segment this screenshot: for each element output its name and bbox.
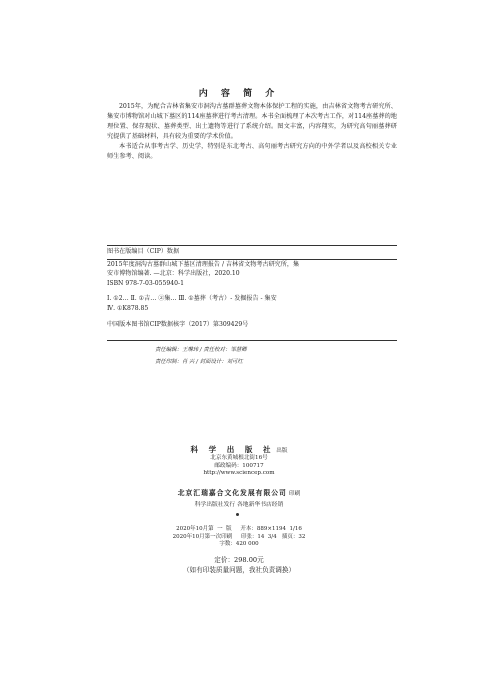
cip-block: [107, 245, 397, 329]
specs-line: 2020年10月第 一 版 开本：889×1194 1/16: [176, 526, 302, 532]
separator-dot: [236, 513, 239, 516]
price: 定价：298.00元: [214, 556, 264, 564]
staff-line: 责任印制：肖 兴 / 封面设计：刘可红: [155, 359, 243, 365]
cip-top-rule: [107, 245, 397, 246]
specs-block: [0, 526, 478, 549]
cip-line: ISBN 978-7-03-055940-1: [107, 279, 184, 287]
cip-line: 中国版本图书馆CIP数据核字（2017）第309429号: [107, 320, 249, 328]
printer-suffix: 印刷: [288, 491, 301, 497]
cip-bottom-rule: [107, 340, 397, 341]
abstract-paragraph: 本书适合从事考古学、历史学，特别是东北考古、高句丽考古研究方向的中外学者以及高校相关专业师生参考、阅读。: [107, 143, 397, 161]
cip-line: Ⅳ. ①K878.85: [107, 304, 149, 312]
publisher-website: http://www.sciencep.com: [203, 470, 275, 477]
cip-line: 2015年度洞沟古墓群山城下墓区清理报告 / 吉林省文物考古研究所，集: [107, 260, 300, 268]
publisher-postcode: 邮政编码：100717: [214, 462, 264, 469]
printer-block: [0, 488, 478, 511]
staff-line: 责任编辑：王琳玮 / 责任校对：邹慧卿: [155, 347, 247, 353]
price-block: [0, 556, 478, 575]
printer-name: 北京汇瑞嘉合文化发展有限公司: [177, 489, 287, 497]
cip-line: Ⅰ. ①2… Ⅱ. ①吉… ②集… Ⅲ. ①墓葬（考古）- 发掘报告 - 集安: [107, 295, 277, 303]
quality-notice: （如有印装质量问题，我社负责调换）: [182, 565, 296, 574]
cip-line: 安市博物馆编著. —北京：科学出版社，2020.10: [107, 270, 240, 278]
abstract: [107, 102, 397, 163]
specs-line: 字数：420 000: [219, 541, 259, 548]
publisher-suffix: 出版: [276, 448, 288, 454]
cip-header: 图书在版编目（CIP）数据: [107, 248, 180, 255]
distribution-line: 科学出版社发行 各地新华书店经销: [194, 502, 284, 508]
page-title: 内 容 简 介: [198, 89, 280, 99]
abstract-paragraph: 2015年，为配合吉林省集安市洞沟古墓群墓葬文物本体保护工程的实施，由吉林省文物考古研究所、集安市博物馆对山城下墓区的114座墓葬进行考古清理。本书全面梳理了本次考古工作，对114座墓葬的地理位置、保存现状、墓葬类型、出土遗物等进行了系统介绍。图文丰富，内容翔实，为研究高句丽墓葬研究提供了基础材料，具有较为重要的学术价值。: [107, 103, 397, 141]
publisher-name: 科 学 出 版 社: [190, 445, 275, 454]
publisher-address: 北京东黄城根北街16号: [210, 455, 268, 462]
specs-line: 2020年10月第一次印刷 印张：14 3/4 插页：32: [172, 533, 306, 540]
staff-credits: [155, 344, 395, 368]
publisher-block: [0, 446, 478, 478]
